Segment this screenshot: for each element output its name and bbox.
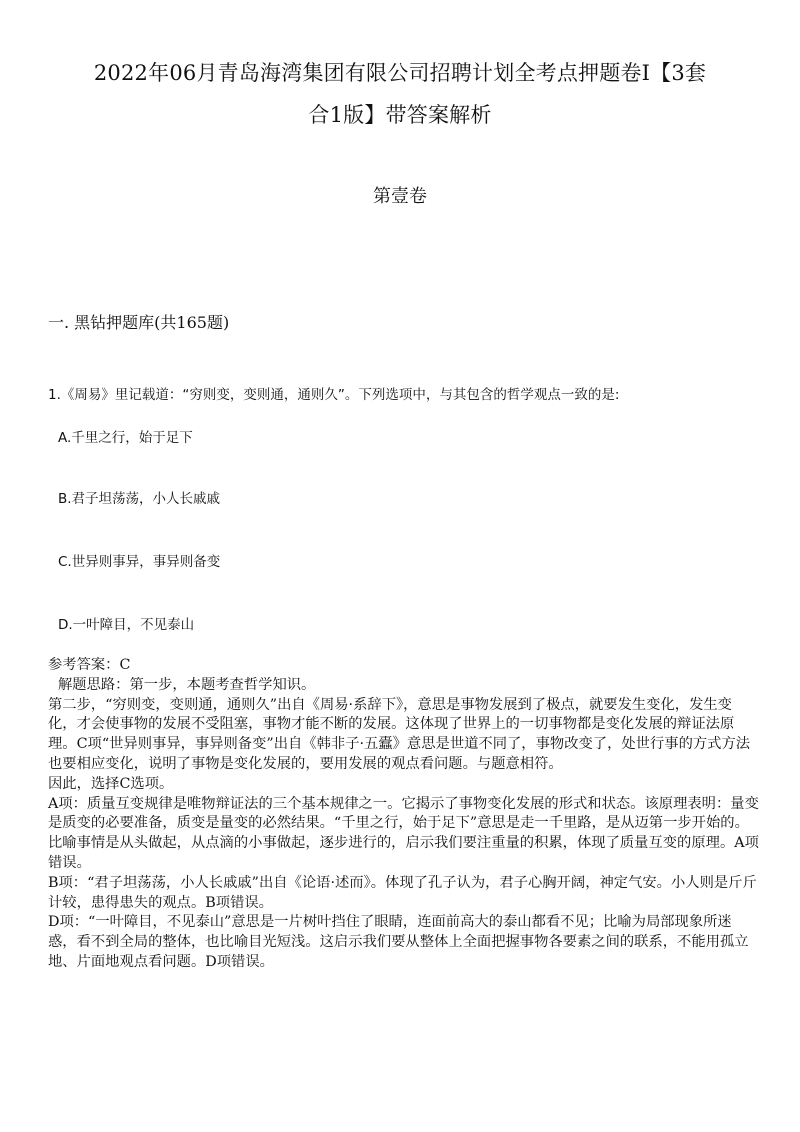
- option-a-explanation: A项：质量互变规律是唯物辩证法的三个基本规律之一。它揭示了事物变化发展的形式和状态。该原理表明：量变是质变的必要准备，质变是量变的必然结果。“千里之行，始于足下”意思是走一千里路，是从迈第一步开始的。比喻事情是从头做起，从点滴的小事做起，逐步进行的，启示我们要注重量的积累，体现了质量互变的原理。A项错误。: [48, 795, 759, 871]
- solution-idea: 解题思路：第一步，本题考查哲学知识。: [58, 676, 316, 693]
- question-stem: 1.《周易》里记载道：“穷则变，变则通，通则久”。下列选项中，与其包含的哲学观点一致的是:: [48, 387, 620, 403]
- option-b-explanation: B项：“君子坦荡荡，小人长戚戚”出自《论语·述而》。体现了孔子认为，君子心胸开阔，神定气安。小人则是斤斤计较，患得患失的观点。B项错误。: [48, 874, 757, 911]
- option-a: A.千里之行，始于足下: [58, 430, 193, 446]
- title-line-1: 2022年06月青岛海湾集团有限公司招聘计划全考点押题卷Ⅰ【3套: [93, 61, 707, 85]
- option-b: B.君子坦荡荡，小人长戚戚: [58, 491, 221, 507]
- solution-conclusion: 因此，选择C选项。: [48, 775, 174, 792]
- option-d: D.一叶障目，不见泰山: [58, 617, 195, 633]
- section-heading: 一. 黑钻押题库(共165题): [48, 313, 230, 332]
- option-d-explanation: D项：“一叶障目，不见泰山”意思是一片树叶挡住了眼睛，连面前高大的泰山都看不见；比喻为局部现象所迷惑，看不到全局的整体，也比喻目光短浅。这启示我们要从整体上全面把握事物各要素之间的联系，不能用孤立地、片面地观点看问题。D项错误。: [48, 914, 749, 970]
- solution-step-2: 第二步，“穷则变，变则通，通则久”出自《周易·系辞下》，意思是事物发展到了极点，就要发生变化，发生变化，才会使事物的发展不受阻塞，事物才能不断的发展。这体现了世界上的一切事物都是变化发展的辩证法原理。C项“世异则事异，事异则备变”出自《韩非子·五蠹》意思是世道不同了，事物改变了，处世行事的方式方法也要相应变化，说明了事物是变化发展的，要用发展的观点看问题。与题意相符。: [48, 696, 751, 772]
- title-line-2: 合1版】带答案解析: [308, 103, 492, 127]
- document-title: [30, 52, 770, 136]
- volume-heading: 第壹卷: [373, 186, 427, 207]
- option-c: C.世异则事异，事异则备变: [58, 554, 221, 570]
- answer-explanation: [48, 656, 760, 973]
- reference-answer: 参考答案：C: [48, 657, 131, 673]
